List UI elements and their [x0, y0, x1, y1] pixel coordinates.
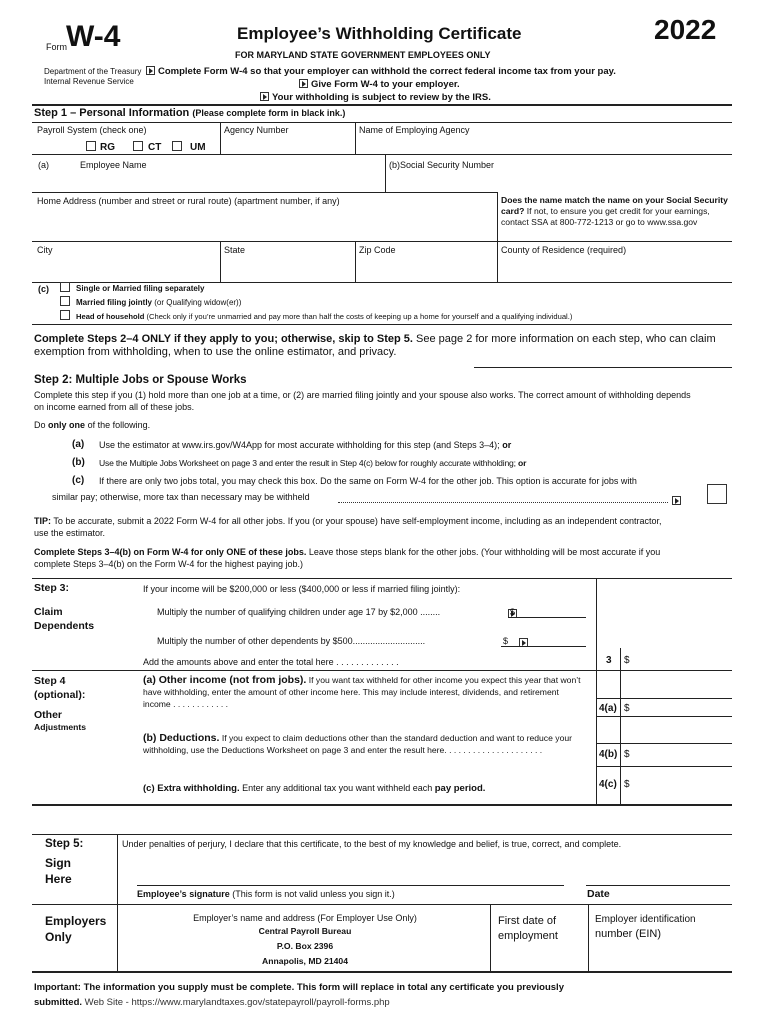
important-note: Important: The information you supply must be complete. This form will replace in total any certificate you previously — [34, 982, 564, 993]
county-label: County of Residence (required) — [501, 245, 627, 255]
step4-label: Step 4 — [34, 675, 66, 687]
website-note: submitted. Web Site - https://www.marylandtaxes.gov/statepayroll/payroll-forms.php — [34, 997, 390, 1008]
perjury-statement: Under penalties of perjury, I declare that this certificate, to the best of my knowledge and belief, is true, correct, and complete. — [122, 839, 622, 849]
step2-a-text: Use the estimator at www.irs.gov/W4App for most accurate withholding for this step (and Steps 3–4); or — [99, 440, 512, 450]
date-line[interactable] — [586, 885, 730, 886]
arrow-icon — [146, 66, 155, 75]
divider — [490, 904, 491, 971]
dollar-sign: $ — [503, 636, 509, 646]
dept-line2: Internal Revenue Service — [44, 77, 134, 86]
step3-intro: If your income will be $200,000 or less ($400,000 or less if married filing jointly): — [143, 584, 461, 594]
step3-total: Add the amounts above and enter the total here . . . . . . . . . . . . . — [143, 657, 399, 667]
step4-optional: (optional): — [34, 689, 86, 701]
step3-line2: Multiply the number of other dependents by $500............................. — [157, 636, 426, 646]
divider — [355, 122, 356, 154]
step2-intro: Complete this step if you (1) hold more than one job at a time, or (2) are married filing jointly and your spouse also works. The correct amount of withholding depends on income earned from all of these jobs. — [34, 390, 691, 412]
ssa-note: Does the name match the name on your Social Security card? If not, to ensure you get credit for your earnings, contact SSA at 800-772-1213 or go to www.ssa.gov — [501, 195, 728, 227]
step2-c-text2: similar pay; otherwise, more tax than necessary may be withheld — [52, 492, 310, 502]
divider — [474, 367, 732, 368]
checkbox-um[interactable] — [172, 141, 182, 151]
instruction-1: Complete Form W-4 so that your employer can withhold the correct federal income tax from your pay. — [146, 66, 616, 77]
divider — [596, 578, 597, 804]
divider — [596, 766, 732, 767]
date-label: Date — [587, 888, 610, 900]
first-date-label2: employment — [498, 930, 558, 942]
signature-line[interactable] — [137, 885, 564, 886]
employers-label2: Only — [45, 930, 72, 944]
divider — [32, 241, 732, 242]
filing-hoh-label: Head of household (Check only if you’re unmarried and pay more than half the costs of keeping up a home for yourself and a qualifying individual.) — [76, 312, 573, 321]
ssn-label: (b)Social Security Number — [389, 160, 495, 170]
step2-c-text: If there are only two jobs total, you may check this box. Do the same on Form W-4 for the other job. This option is accurate for jobs with — [99, 476, 637, 486]
checkbox-married[interactable] — [60, 296, 70, 306]
dollar-sign: $ — [624, 779, 630, 790]
employer-line2: P.O. Box 2396 — [276, 941, 334, 951]
checkbox-head-of-household[interactable] — [60, 310, 70, 320]
divider — [32, 904, 732, 905]
instruction-3: Your withholding is subject to review by the IRS. — [260, 92, 491, 103]
filing-single-label: Single or Married filing separately — [76, 284, 205, 293]
arrow-icon — [299, 79, 308, 88]
divider — [220, 241, 221, 282]
divider — [117, 834, 118, 904]
complete-steps-note: Complete Steps 2–4 ONLY if they apply to you; otherwise, skip to Step 5. See page 2 for more information on each step, who can claim exemption from withholding, when to use the online estimator, and privacy. — [34, 333, 716, 358]
divider — [32, 804, 732, 806]
do-only-one: Do only one of the following. — [34, 420, 151, 430]
instruction-2: Give Form W-4 to your employer. — [299, 79, 460, 90]
city-label: City — [37, 245, 53, 255]
divider — [32, 282, 732, 283]
dependents-amount-line[interactable] — [501, 646, 586, 647]
dollar-sign: $ — [624, 655, 630, 666]
step1-title: Step 1 – Personal Information (Please complete form in black ink.) — [34, 107, 346, 119]
checkbox-single[interactable] — [60, 282, 70, 292]
divider — [32, 324, 732, 325]
step5-sub2: Here — [45, 872, 72, 886]
step4c-text: (c) Extra withholding. Enter any additional tax you want withheld each pay period. — [143, 783, 486, 794]
agency-name-label: Name of Employing Agency — [359, 125, 470, 135]
divider — [32, 971, 732, 973]
employer-name-address-label: Employer’s name and address (For Employer Use Only) — [193, 913, 417, 923]
divider — [32, 122, 732, 123]
box-4b-label: 4(b) — [599, 749, 618, 760]
step5-sub1: Sign — [45, 856, 71, 870]
ein-label1: Employer identification — [595, 914, 696, 925]
divider — [588, 904, 589, 971]
step3-label: Step 3: — [34, 582, 70, 594]
step3-sub1: Claim — [34, 606, 63, 618]
c-label: (c) — [38, 284, 49, 294]
divider — [32, 670, 732, 671]
form-title: Employee’s Withholding Certificate — [237, 24, 522, 43]
tip-note: TIP: To be accurate, submit a 2022 Form W-4 for all other jobs. If you (or your spouse) have self-employment income, including as an independent contractor, use the estimator. — [34, 516, 662, 538]
divider — [596, 743, 732, 744]
divider — [32, 104, 732, 106]
step2-title: Step 2: Multiple Jobs or Spouse Works — [34, 374, 247, 386]
step4a-text: (a) Other income (not from jobs). If you want tax withheld for other income you expect this year that won’t have withholding, enter the amount of other income here. This may include interest, dividends, and retirement income . . . . . . . . . . . . — [143, 674, 581, 709]
step3-sub2: Dependents — [34, 620, 95, 632]
children-amount-line[interactable] — [508, 617, 586, 618]
step4-sub1: Other — [34, 709, 63, 721]
checkbox-ct[interactable] — [133, 141, 143, 151]
um-label: UM — [190, 142, 206, 153]
form-subtitle: FOR MARYLAND STATE GOVERNMENT EMPLOYEES ONLY — [235, 50, 491, 60]
step2-b-label: (b) — [72, 457, 85, 468]
step2-a-label: (a) — [72, 439, 85, 450]
step4b-text: (b) Deductions. If you expect to claim deductions other than the standard deduction and want to reduce your withholding, use the Deductions Worksheet on page 3 and enter the result here. . . . . . . . . . . . . . . . . . . . . — [143, 732, 572, 755]
employer-line3: Annapolis, MD 21404 — [262, 956, 348, 966]
checkbox-rg[interactable] — [86, 141, 96, 151]
box-4a-label: 4(a) — [599, 703, 617, 714]
checkbox-two-jobs[interactable] — [707, 484, 727, 504]
divider — [596, 716, 732, 717]
dot-leader — [338, 502, 668, 503]
home-address-label: Home Address (number and street or rural route) (apartment number, if any) — [37, 196, 340, 206]
form-number: W-4 — [66, 20, 121, 53]
arrow-icon — [672, 496, 681, 505]
employers-label1: Employers — [45, 914, 107, 928]
form-year: 2022 — [654, 14, 717, 45]
box-3-label: 3 — [606, 655, 612, 666]
divider — [220, 122, 221, 154]
step3-line1: Multiply the number of qualifying children under age 17 by $2,000 ........ — [157, 607, 441, 617]
payroll-label: Payroll System (check one) — [37, 125, 147, 135]
divider — [117, 904, 118, 971]
divider — [497, 192, 498, 282]
dollar-sign: $ — [624, 703, 630, 714]
step4-sub2: Adjustments — [34, 722, 87, 732]
step5-label: Step 5: — [45, 838, 84, 850]
employer-line1: Central Payroll Bureau — [258, 926, 352, 936]
step2-c-label: (c) — [72, 475, 85, 486]
rg-label: RG — [100, 142, 115, 153]
divider — [596, 698, 732, 699]
divider — [32, 834, 732, 835]
dept-line1: Department of the Treasury — [44, 67, 142, 76]
agency-number-label: Agency Number — [224, 125, 289, 135]
state-label: State — [224, 245, 246, 255]
filing-married-label: Married filing jointly (or Qualifying widow(er)) — [76, 298, 242, 307]
a-label: (a) — [38, 160, 49, 170]
box-4c-label: 4(c) — [599, 779, 617, 790]
divider — [32, 578, 732, 579]
divider — [385, 154, 386, 192]
divider — [355, 241, 356, 282]
divider — [32, 154, 732, 155]
steps34-note: Complete Steps 3–4(b) on Form W-4 for only ONE of these jobs. Leave those steps blank for the other jobs. (Your withholding will be most accurate if you complete Steps 3–4(b) on the Form W-4 for the highest paying job.) — [34, 547, 661, 569]
divider — [32, 192, 497, 193]
ct-label: CT — [148, 142, 162, 153]
first-date-label1: First date of — [498, 915, 557, 927]
divider — [620, 648, 621, 804]
signature-label: Employee’s signature (This form is not valid unless you sign it.) — [137, 889, 395, 899]
employee-name-label: Employee Name — [80, 160, 147, 170]
dollar-sign: $ — [624, 749, 630, 760]
zip-label: Zip Code — [359, 245, 396, 255]
step2-b-text: Use the Multiple Jobs Worksheet on page 3 and enter the result in Step 4(c) below for roughly accurate withholding; or — [99, 458, 527, 468]
arrow-icon — [260, 92, 269, 101]
ein-label2: number (EIN) — [595, 928, 662, 940]
dollar-sign: $ — [510, 607, 516, 617]
form-word: Form — [46, 42, 67, 52]
